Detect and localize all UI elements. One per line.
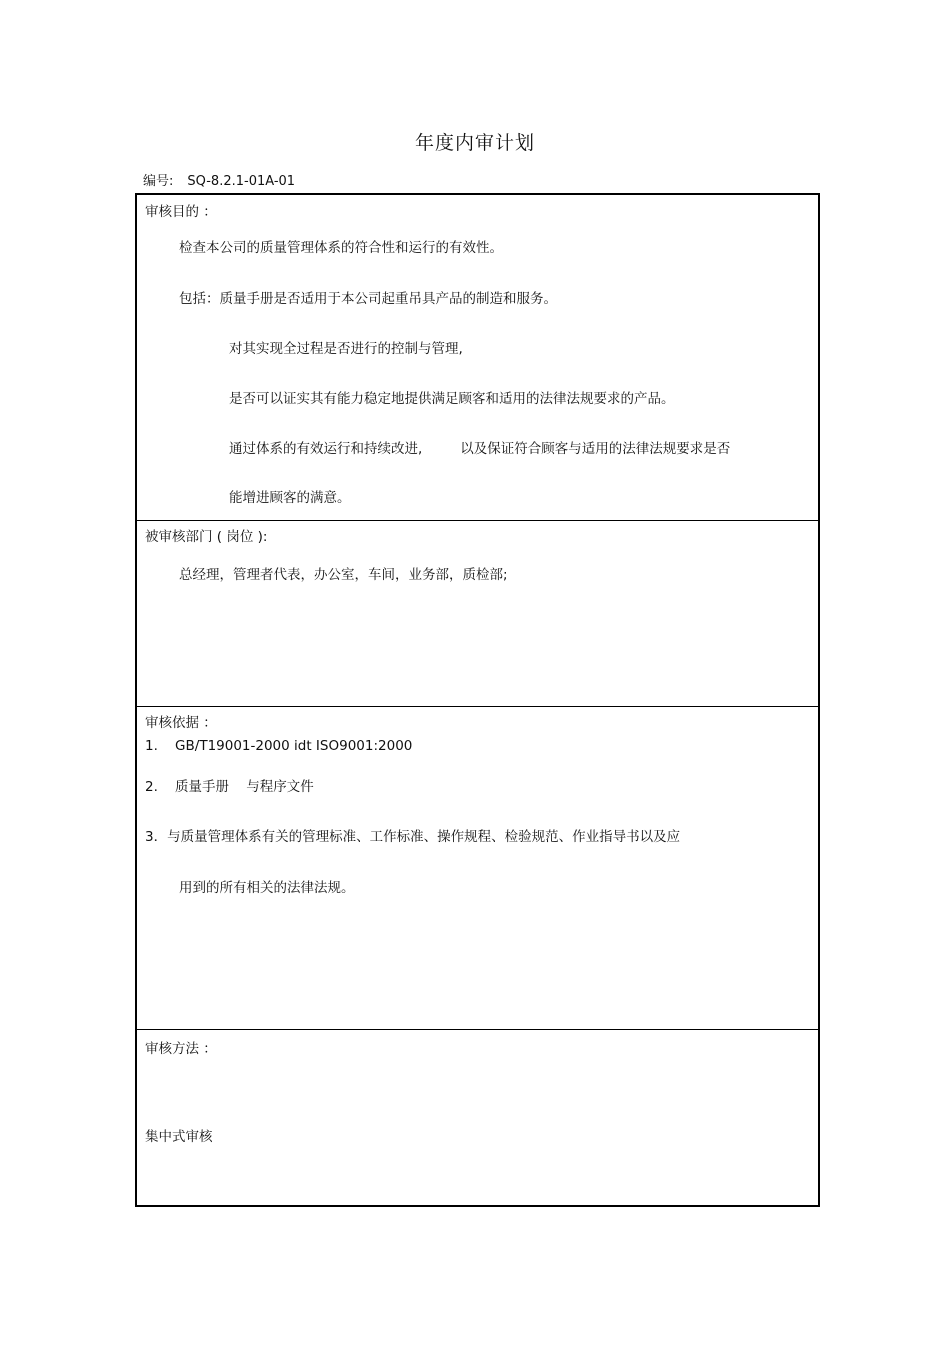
audit-purpose-section [137, 195, 818, 521]
audited-departments-section [137, 521, 818, 707]
audit-basis-section [137, 707, 818, 1030]
audit-purpose-heading: 审核目的 ： [145, 204, 217, 220]
document-number [143, 170, 295, 189]
audit-purpose-line-part: 通过体系的有效运行和持续改进, [229, 441, 423, 457]
audit-purpose-line: 检查本公司的质量管理体系的符合性和运行的有效性。 [179, 240, 503, 256]
audit-purpose-line: 包括：质量手册是否适用于本公司起重吊具产品的制造和服务。 [179, 291, 557, 307]
audit-basis-heading: 审核依据 ： [145, 715, 217, 731]
audited-departments-heading: 被审核部门 ( 岗位 ): [145, 529, 268, 545]
audit-method-value: 集中式审核 [145, 1129, 213, 1145]
audit-purpose-line: 对其实现全过程是否进行的控制与管理, [229, 341, 463, 357]
audit-basis-item: 3．与质量管理体系有关的管理标准、工作标准、操作规程、检验规范、作业指导书以及应 [145, 829, 681, 845]
audit-method-section [137, 1030, 818, 1205]
audit-purpose-line [229, 437, 730, 457]
document-number-label: 编号: [143, 174, 174, 189]
audit-basis-item: 1. GB/T19001-2000 idt ISO9001:2000 [145, 738, 413, 754]
audit-purpose-line: 是否可以证实其有能力稳定地提供满足顾客和适用的法律法规要求的产品。 [229, 391, 675, 407]
audit-purpose-line-part: 以及保证符合顾客与适用的法律法规要求是否 [460, 441, 731, 457]
audit-purpose-line: 能增进顾客的满意。 [229, 490, 351, 506]
audit-method-heading: 审核方法 ： [145, 1041, 217, 1057]
audit-basis-item: 2. 质量手册 与程序文件 [145, 779, 314, 795]
audit-plan-table [135, 193, 820, 1207]
audited-departments-list: 总经理，管理者代表，办公室，车间，业务部，质检部; [179, 567, 508, 583]
audit-basis-item-continuation: 用到的所有相关的法律法规。 [179, 880, 355, 896]
document-number-value: SQ-8.2.1-01A-01 [187, 174, 296, 189]
document-title: 年度内审计划 [414, 132, 535, 154]
